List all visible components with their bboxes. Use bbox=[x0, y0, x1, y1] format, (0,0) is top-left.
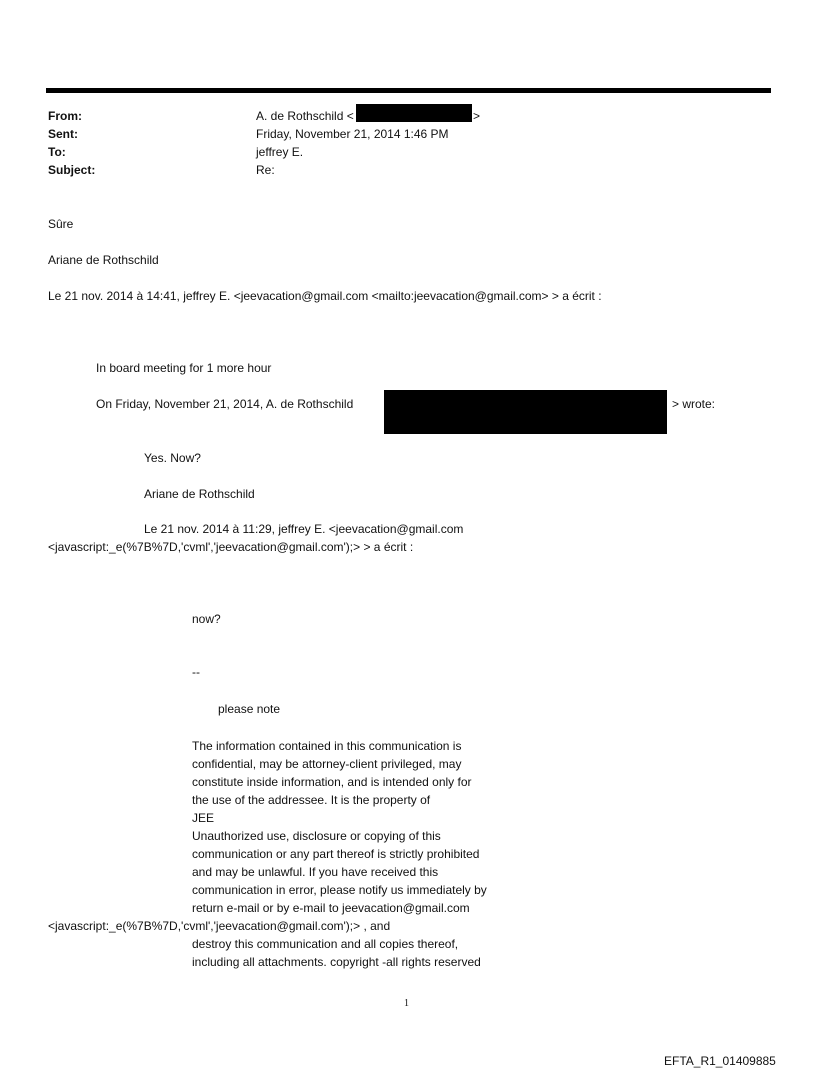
disclaimer-line: Unauthorized use, disclosure or copying of this bbox=[192, 829, 441, 843]
to-label: To: bbox=[48, 145, 66, 159]
page-number: 1 bbox=[404, 998, 409, 1009]
quote-3-text: now? bbox=[192, 612, 221, 626]
disclaimer-line: the use of the addressee. It is the property of bbox=[192, 793, 431, 807]
quote-3-intro-line1: Le 21 nov. 2014 à 11:29, jeffrey E. <jeevacation@gmail.com bbox=[144, 522, 464, 536]
quote-2-text: Yes. Now? bbox=[144, 451, 201, 465]
quote-2-intro-start: On Friday, November 21, 2014, A. de Rothschild bbox=[96, 397, 354, 411]
quote-3-intro-line2: <javascript:_e(%7B%7D,'cvml','jeevacation@gmail.com');> > a écrit : bbox=[48, 540, 414, 554]
disclaimer-line: and may be unlawful. If you have received this bbox=[192, 865, 439, 879]
disclaimer-outdented-line: <javascript:_e(%7B%7D,'cvml','jeevacation@gmail.com');> , and bbox=[48, 919, 391, 933]
subject-value: Re: bbox=[256, 163, 275, 177]
reply-text: Sûre bbox=[48, 217, 74, 231]
disclaimer-line: return e-mail or by e-mail to jeevacation@gmail.com bbox=[192, 901, 470, 915]
quote-1-text: In board meeting for 1 more hour bbox=[96, 361, 272, 375]
disclaimer-line: JEE bbox=[192, 811, 215, 825]
document-id: EFTA_R1_01409885 bbox=[664, 1054, 776, 1068]
sent-value: Friday, November 21, 2014 1:46 PM bbox=[256, 127, 449, 141]
disclaimer-line: The information contained in this communication is bbox=[192, 739, 462, 753]
disclaimer-line: communication in error, please notify us immediately by bbox=[192, 883, 487, 897]
sent-label: Sent: bbox=[48, 127, 78, 141]
disclaimer bbox=[48, 737, 487, 971]
disclaimer-line: communication or any part thereof is strictly prohibited bbox=[192, 847, 480, 861]
disclaimer-line: including all attachments. copyright -all rights reserved bbox=[192, 955, 481, 969]
signature-1: Ariane de Rothschild bbox=[48, 253, 159, 267]
to-value: jeffrey E. bbox=[256, 145, 304, 159]
from-value: A. de Rothschild < bbox=[256, 109, 354, 123]
subject-label: Subject: bbox=[48, 163, 96, 177]
redaction-from-email bbox=[356, 104, 472, 122]
disclaimer-line: confidential, may be attorney-client privileged, may bbox=[192, 757, 462, 771]
disclaimer-line: constitute inside information, and is intended only for bbox=[192, 775, 472, 789]
please-note: please note bbox=[218, 702, 281, 716]
signature-2: Ariane de Rothschild bbox=[144, 487, 255, 501]
signature-separator: -- bbox=[192, 665, 200, 679]
redaction-quote-2-email bbox=[384, 390, 667, 434]
disclaimer-line: destroy this communication and all copies thereof, bbox=[192, 937, 459, 951]
header-rule bbox=[46, 88, 771, 93]
from-value-end: > bbox=[473, 109, 481, 123]
from-label: From: bbox=[48, 109, 82, 123]
quote-1-intro: Le 21 nov. 2014 à 14:41, jeffrey E. <jeevacation@gmail.com <mailto:jeevacation@gmail.com> > a écrit : bbox=[48, 289, 602, 303]
quote-2-intro-end: > wrote: bbox=[672, 397, 716, 411]
